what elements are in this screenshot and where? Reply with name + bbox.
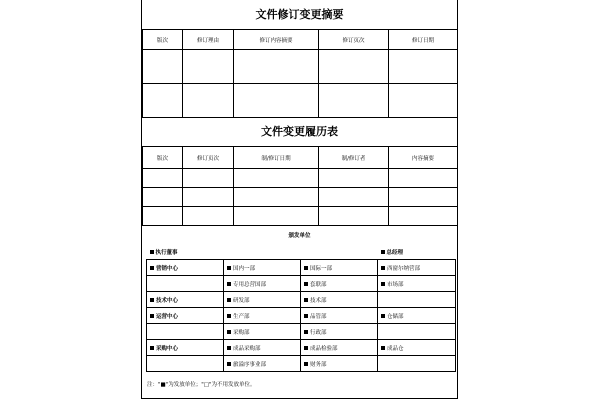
col-header: 版次: [143, 30, 183, 50]
revision-summary-table: [142, 29, 458, 118]
unit-label: 研发部: [233, 297, 250, 304]
unit-cell: [224, 356, 301, 372]
dept-cell: [147, 356, 224, 372]
unit-cell: [301, 260, 378, 276]
unit-cell: [224, 308, 301, 324]
col-header: 修订理由: [183, 30, 234, 50]
checkbox-filled-icon[interactable]: [304, 298, 308, 302]
top-left-cell: [147, 244, 378, 260]
cell[interactable]: [389, 188, 458, 207]
cell[interactable]: [143, 50, 183, 84]
checkbox-filled-icon[interactable]: [150, 346, 154, 350]
dept-cell: [147, 276, 224, 292]
checkbox-filled-icon[interactable]: [304, 346, 308, 350]
checkbox-filled-icon[interactable]: [304, 330, 308, 334]
table-row: [147, 340, 456, 356]
table-row: [147, 324, 456, 340]
unit-label: 采购部: [233, 329, 250, 336]
col-header: 修订内容摘要: [234, 30, 319, 50]
dept-cell: [147, 292, 224, 308]
checkbox-filled-icon[interactable]: [304, 282, 308, 286]
unit-cell: [301, 276, 378, 292]
checkbox-filled-icon[interactable]: [227, 330, 231, 334]
unit-label: 旅溢序事业部: [233, 361, 267, 368]
unit-label: 财务部: [310, 361, 327, 368]
dept-label: 执行董事: [155, 249, 178, 256]
checkbox-filled-icon[interactable]: [304, 266, 308, 270]
dept-cell: [147, 308, 224, 324]
cell[interactable]: [143, 84, 183, 118]
unit-cell: [224, 340, 301, 356]
checkbox-filled-icon[interactable]: [227, 362, 231, 366]
cell[interactable]: [143, 207, 183, 226]
checkbox-filled-icon[interactable]: [150, 314, 154, 318]
cell[interactable]: [389, 50, 458, 84]
cell[interactable]: [389, 207, 458, 226]
checkbox-filled-icon[interactable]: [150, 266, 154, 270]
dept-label: 运营中心: [156, 313, 179, 320]
unit-label: 成品仓: [387, 345, 404, 352]
col-header: 制/修订者: [319, 147, 389, 169]
table-row: [143, 84, 458, 118]
checkbox-filled-icon[interactable]: [227, 314, 231, 318]
cell[interactable]: [234, 169, 319, 188]
unit-label: 专用总营国部: [233, 281, 267, 288]
col-header: 修订页次: [319, 30, 389, 50]
col-header: 版次: [143, 147, 183, 169]
unit-label: 国际一部: [310, 265, 333, 272]
dept-label: 总经理: [386, 249, 404, 256]
unit-cell: [301, 292, 378, 308]
table-row: [143, 207, 458, 226]
cell[interactable]: [183, 84, 234, 118]
unit-cell: [224, 324, 301, 340]
unit-cell: [378, 356, 456, 372]
cell[interactable]: [143, 188, 183, 207]
checkbox-filled-icon[interactable]: [381, 346, 385, 350]
unit-cell: [378, 276, 456, 292]
checkbox-filled-icon[interactable]: [227, 266, 231, 270]
checkbox-filled-icon[interactable]: [304, 362, 308, 366]
cell[interactable]: [234, 207, 319, 226]
unit-label: 市场部: [387, 281, 404, 288]
top-right-cell: [378, 244, 456, 260]
unit-cell: [378, 324, 456, 340]
revision-summary-title: 文件修订变更摘要: [255, 8, 344, 21]
unit-cell: [301, 340, 378, 356]
table-row: [147, 308, 456, 324]
checkbox-filled-icon[interactable]: [227, 298, 231, 302]
cell[interactable]: [319, 50, 389, 84]
checkbox-filled-icon[interactable]: [381, 282, 385, 286]
table-row: [143, 188, 458, 207]
cell[interactable]: [319, 188, 389, 207]
cell[interactable]: [234, 84, 319, 118]
col-header: 修订页次: [183, 147, 234, 169]
unit-label: 成品检验部: [310, 345, 338, 352]
unit-label: 西窗尔纳营部: [387, 265, 421, 272]
unit-label: 仓储部: [387, 313, 404, 320]
dept-label: 技术中心: [156, 297, 179, 304]
unit-label: 技术部: [310, 297, 327, 304]
cell[interactable]: [234, 50, 319, 84]
unit-cell: [301, 324, 378, 340]
cell[interactable]: [143, 169, 183, 188]
table-row: [147, 276, 456, 292]
col-header: 制/修订日期: [234, 147, 319, 169]
unit-cell: [378, 340, 456, 356]
unit-cell: [378, 308, 456, 324]
checkbox-filled-icon[interactable]: [381, 266, 385, 270]
unit-label: 国内一部: [233, 265, 256, 272]
col-header: 修订日期: [389, 30, 458, 50]
checkbox-filled-icon[interactable]: [304, 314, 308, 318]
cell[interactable]: [319, 84, 389, 118]
unit-cell: [224, 292, 301, 308]
cell[interactable]: [319, 207, 389, 226]
unit-cell: [224, 276, 301, 292]
unit-cell: [301, 308, 378, 324]
unit-cell: [301, 356, 378, 372]
cell[interactable]: [183, 188, 234, 207]
table-row: [143, 169, 458, 188]
bottom-border: [142, 398, 457, 399]
dept-label: 营销中心: [156, 265, 179, 272]
cell[interactable]: [389, 84, 458, 118]
cell[interactable]: [389, 169, 458, 188]
dept-cell: [147, 260, 224, 276]
table-row: [147, 356, 456, 372]
unit-cell: [378, 260, 456, 276]
table-row: [147, 260, 456, 276]
checkbox-filled-icon[interactable]: [381, 250, 385, 254]
unit-label: 成品采购部: [233, 345, 261, 352]
cell[interactable]: [319, 169, 389, 188]
footnote: 注："■"为发放单位；"□"为不用发放单位。: [147, 382, 256, 388]
checkbox-filled-icon[interactable]: [150, 298, 154, 302]
unit-label: 行政部: [310, 329, 327, 336]
checkbox-filled-icon[interactable]: [150, 250, 154, 254]
cell[interactable]: [183, 50, 234, 84]
unit-label: 品管部: [310, 313, 327, 320]
checkbox-filled-icon[interactable]: [381, 314, 385, 318]
document-sheet: [141, 0, 458, 399]
unit-label: 生产部: [233, 313, 250, 320]
checkbox-filled-icon[interactable]: [227, 282, 231, 286]
col-header: 内容摘要: [389, 147, 458, 169]
unit-cell: [378, 292, 456, 308]
cell[interactable]: [234, 188, 319, 207]
dept-label: 采购中心: [156, 345, 179, 352]
table-row: [147, 292, 456, 308]
distribution-title: 颁发单位: [288, 233, 311, 239]
dept-cell: [147, 324, 224, 340]
unit-cell: [224, 260, 301, 276]
cell[interactable]: [183, 169, 234, 188]
dept-cell: [147, 340, 224, 356]
change-history-title: 文件变更履历表: [261, 125, 338, 138]
distribution-table: [146, 244, 455, 372]
change-history-table: [142, 146, 458, 226]
checkbox-filled-icon[interactable]: [227, 346, 231, 350]
table-row: [143, 50, 458, 84]
unit-label: 套联部: [310, 281, 327, 288]
cell[interactable]: [183, 207, 234, 226]
